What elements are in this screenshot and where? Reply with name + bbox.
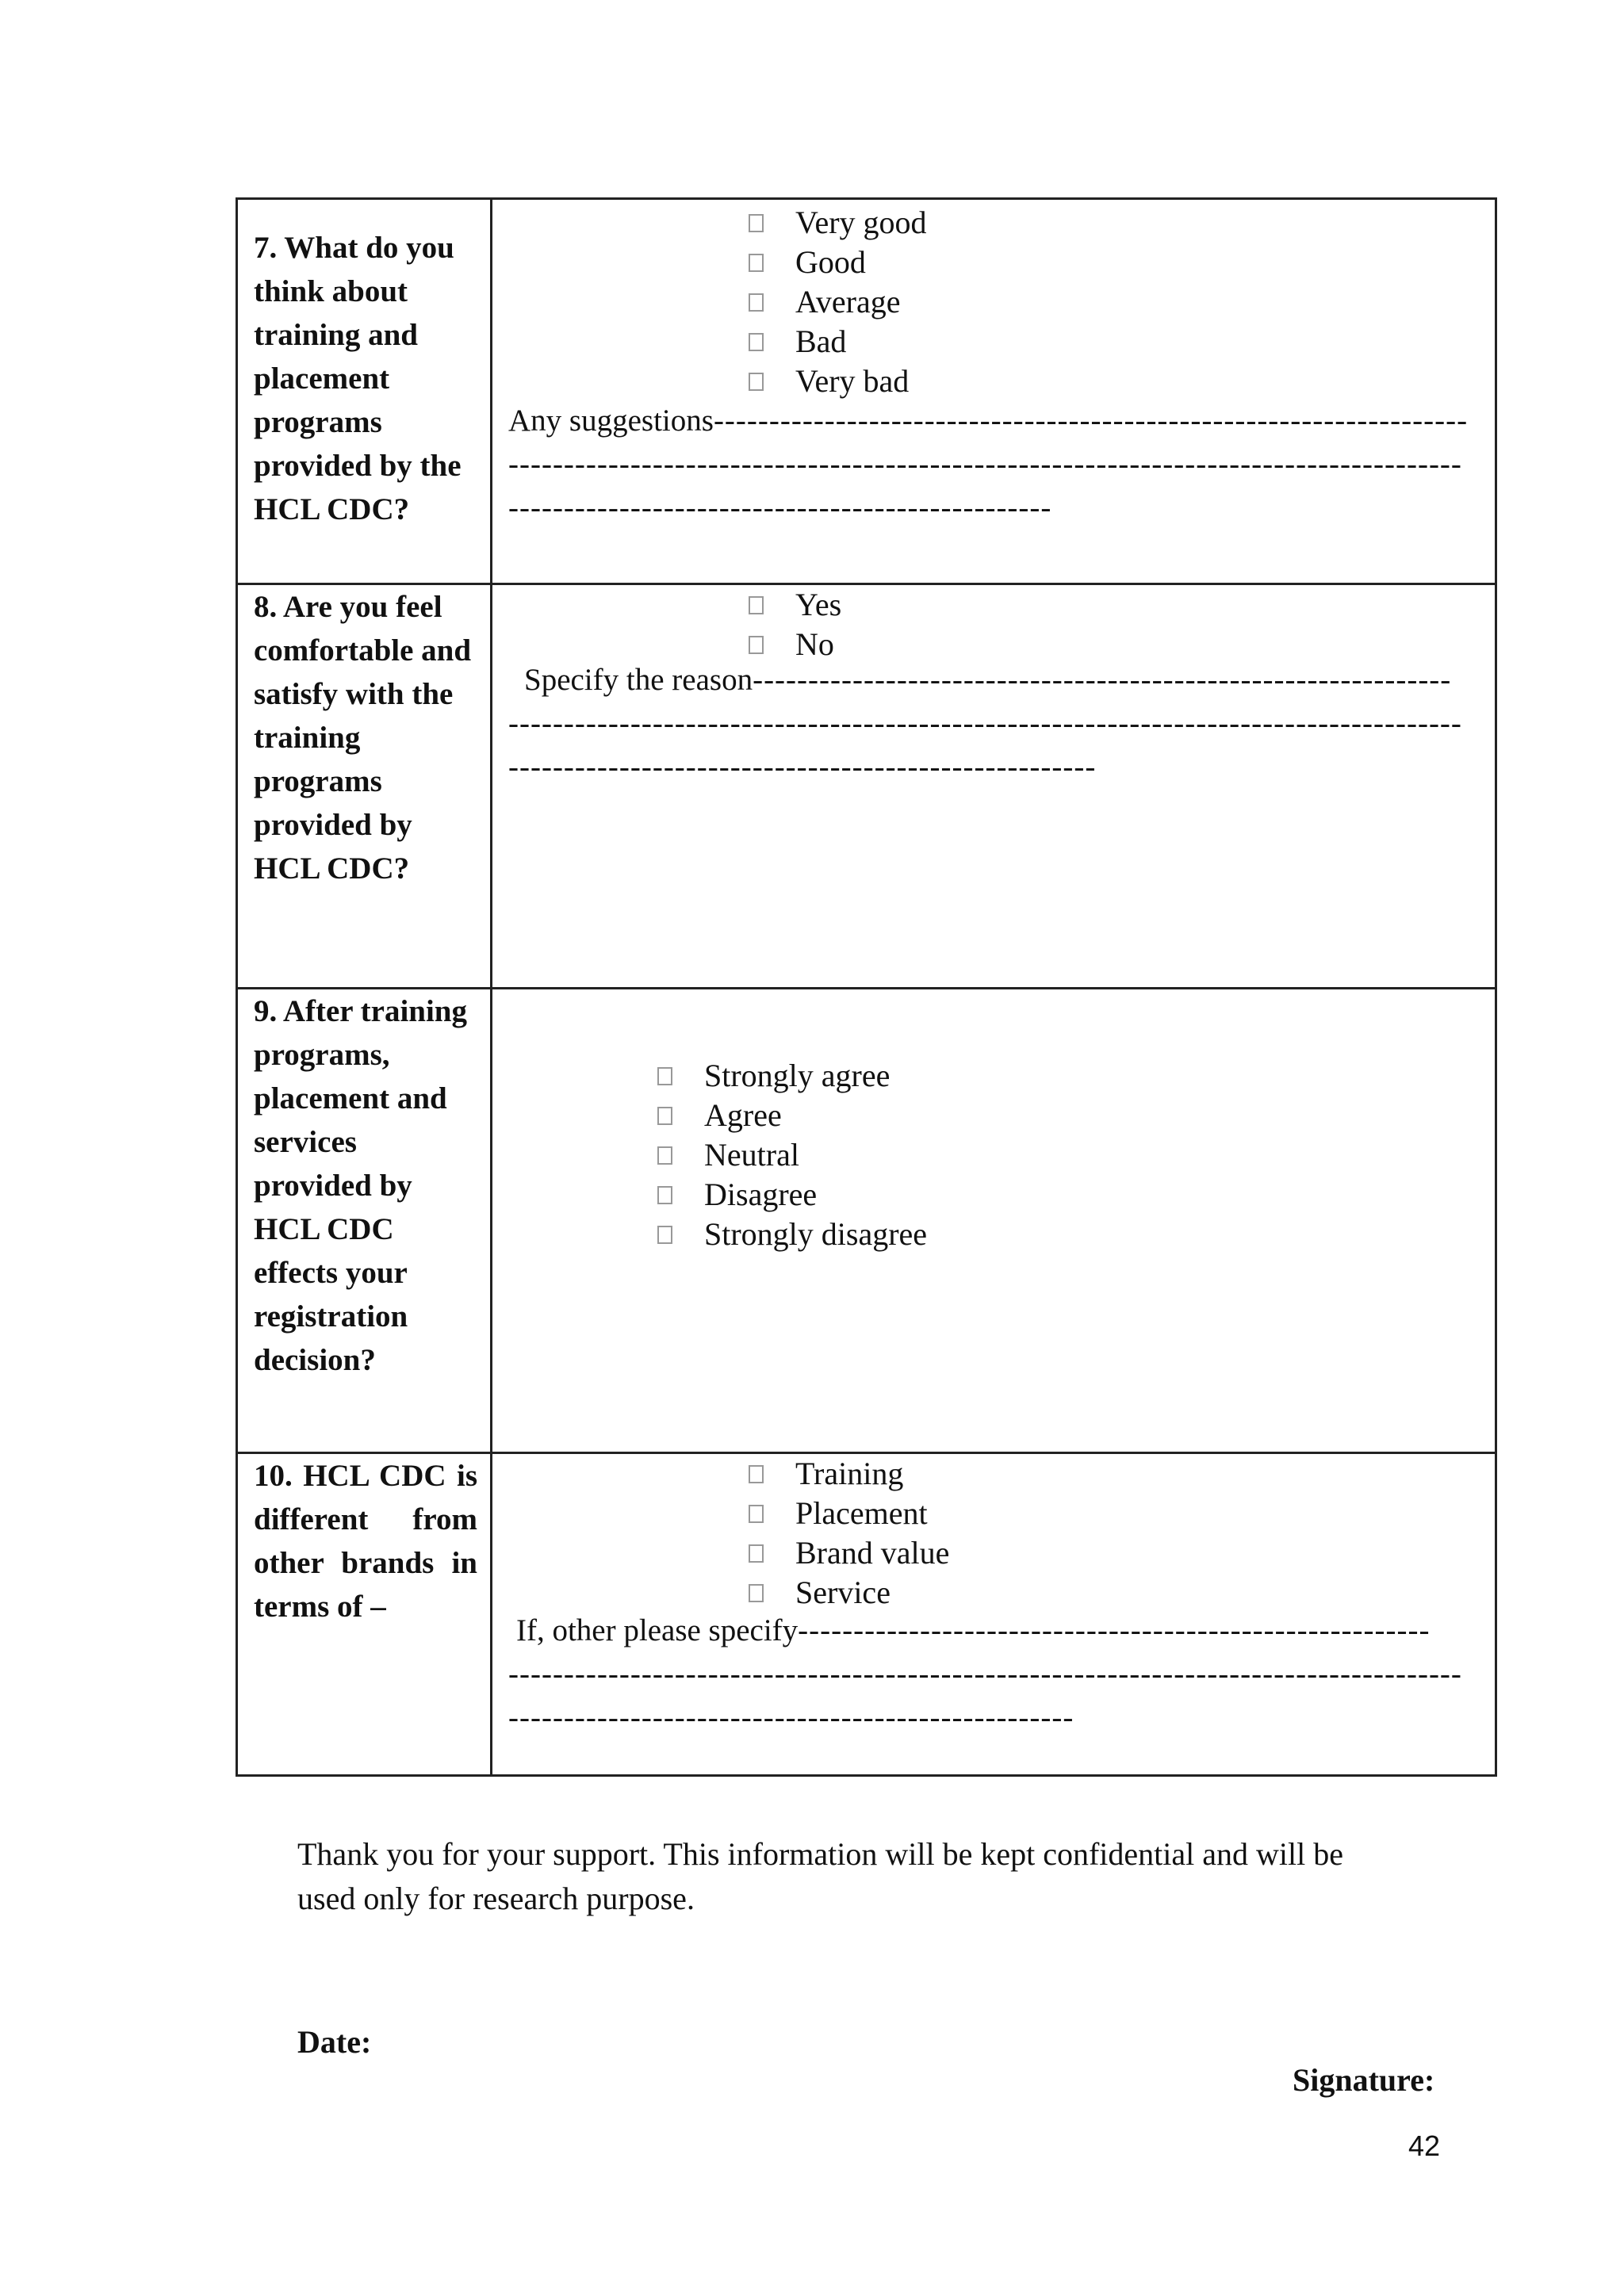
dash-line: --------------------------------------------------------------------------------------: [508, 447, 1462, 481]
dash-line: ---------------------------------------------------: [508, 1701, 1074, 1735]
option-item[interactable]: Neutral: [657, 1135, 927, 1175]
question-cell: [237, 584, 492, 989]
question-cell: [237, 1453, 492, 1776]
question-text: 10. HCL CDC is different from other brands in terms of –: [254, 1459, 477, 1624]
question-cell: [237, 989, 492, 1453]
question-text: 8. Are you feel comfortable and satisfy with the training programs provided by HCL CDC?: [254, 590, 472, 886]
option-item[interactable]: Agree: [657, 1096, 927, 1135]
dash-line: --------------------------------------------------------------------------------------: [508, 706, 1462, 740]
checkbox-icon[interactable]: [749, 636, 764, 654]
option-list: [749, 1454, 949, 1613]
question-row-10: [237, 1453, 1496, 1776]
question-cell: [237, 199, 492, 584]
prompt-label: If, other please specify: [516, 1613, 799, 1647]
checkbox-icon[interactable]: [657, 1107, 672, 1125]
closing-statement: Thank you for your support. This information will be kept confidential and will be used only for research purpose.: [297, 1836, 1344, 1916]
question-text: 9. After training programs, placement and services provided by HCL CDC effects your registration decision?: [254, 994, 468, 1377]
option-item[interactable]: Training: [749, 1454, 949, 1494]
checkbox-icon[interactable]: [749, 596, 764, 614]
option-item[interactable]: Brand value: [749, 1533, 949, 1573]
answer-cell: [492, 989, 1496, 1453]
answer-cell: [492, 584, 1496, 989]
checkbox-icon[interactable]: [749, 214, 764, 232]
checkbox-icon[interactable]: [749, 333, 764, 351]
question-row-8: [237, 584, 1496, 989]
option-item[interactable]: Placement: [749, 1494, 949, 1533]
option-item[interactable]: Service: [749, 1573, 949, 1613]
option-list: [657, 1056, 927, 1254]
answer-cell: [492, 199, 1496, 584]
checkbox-icon[interactable]: [657, 1226, 672, 1244]
option-item[interactable]: Strongly disagree: [657, 1215, 927, 1254]
option-list: [749, 203, 927, 401]
option-item[interactable]: Average: [749, 282, 927, 322]
question-row-7: [237, 199, 1496, 584]
page-number: 42: [1408, 2130, 1441, 2162]
option-item[interactable]: Yes: [749, 585, 841, 625]
suggestion-line[interactable]: [508, 399, 1482, 442]
reason-line[interactable]: [524, 658, 1482, 702]
option-item[interactable]: Very good: [749, 203, 927, 243]
checkbox-icon[interactable]: [749, 1584, 764, 1602]
checkbox-icon[interactable]: [657, 1067, 672, 1085]
checkbox-icon[interactable]: [749, 1544, 764, 1563]
checkbox-icon[interactable]: [749, 254, 764, 272]
date-label: Date:: [297, 2024, 372, 2060]
checkbox-icon[interactable]: [749, 1505, 764, 1523]
dash-line: --------------------------------------------------------------------------------------: [508, 1657, 1462, 1691]
dash-fill: --------------------------------------------------------------------: [713, 404, 1469, 438]
dash-fill: ---------------------------------------------------------: [798, 1613, 1431, 1647]
question-text: 7. What do you think about training and placement programs provided by the HCL CDC?: [254, 231, 462, 526]
option-list: [749, 585, 841, 664]
checkbox-icon[interactable]: [749, 1465, 764, 1483]
other-specify-line[interactable]: [516, 1609, 1482, 1652]
prompt-label: Any suggestions: [508, 404, 714, 438]
prompt-label: Specify the reason: [524, 663, 753, 697]
dash-line: -----------------------------------------------------: [508, 750, 1097, 784]
option-item[interactable]: No: [749, 625, 841, 664]
dash-line: -------------------------------------------------: [508, 491, 1052, 525]
checkbox-icon[interactable]: [749, 293, 764, 312]
option-item[interactable]: Strongly agree: [657, 1056, 927, 1096]
signature-label: Signature:: [1293, 2062, 1435, 2098]
option-item[interactable]: Good: [749, 243, 927, 282]
question-row-9: [237, 989, 1496, 1453]
option-item[interactable]: Bad: [749, 322, 927, 362]
checkbox-icon[interactable]: [657, 1146, 672, 1165]
dash-fill: ---------------------------------------------------------------: [753, 663, 1452, 697]
questionnaire-table: [236, 197, 1497, 1777]
option-item[interactable]: Very bad: [749, 362, 927, 401]
answer-cell: [492, 1453, 1496, 1776]
checkbox-icon[interactable]: [749, 373, 764, 391]
option-item[interactable]: Disagree: [657, 1175, 927, 1215]
checkbox-icon[interactable]: [657, 1186, 672, 1204]
